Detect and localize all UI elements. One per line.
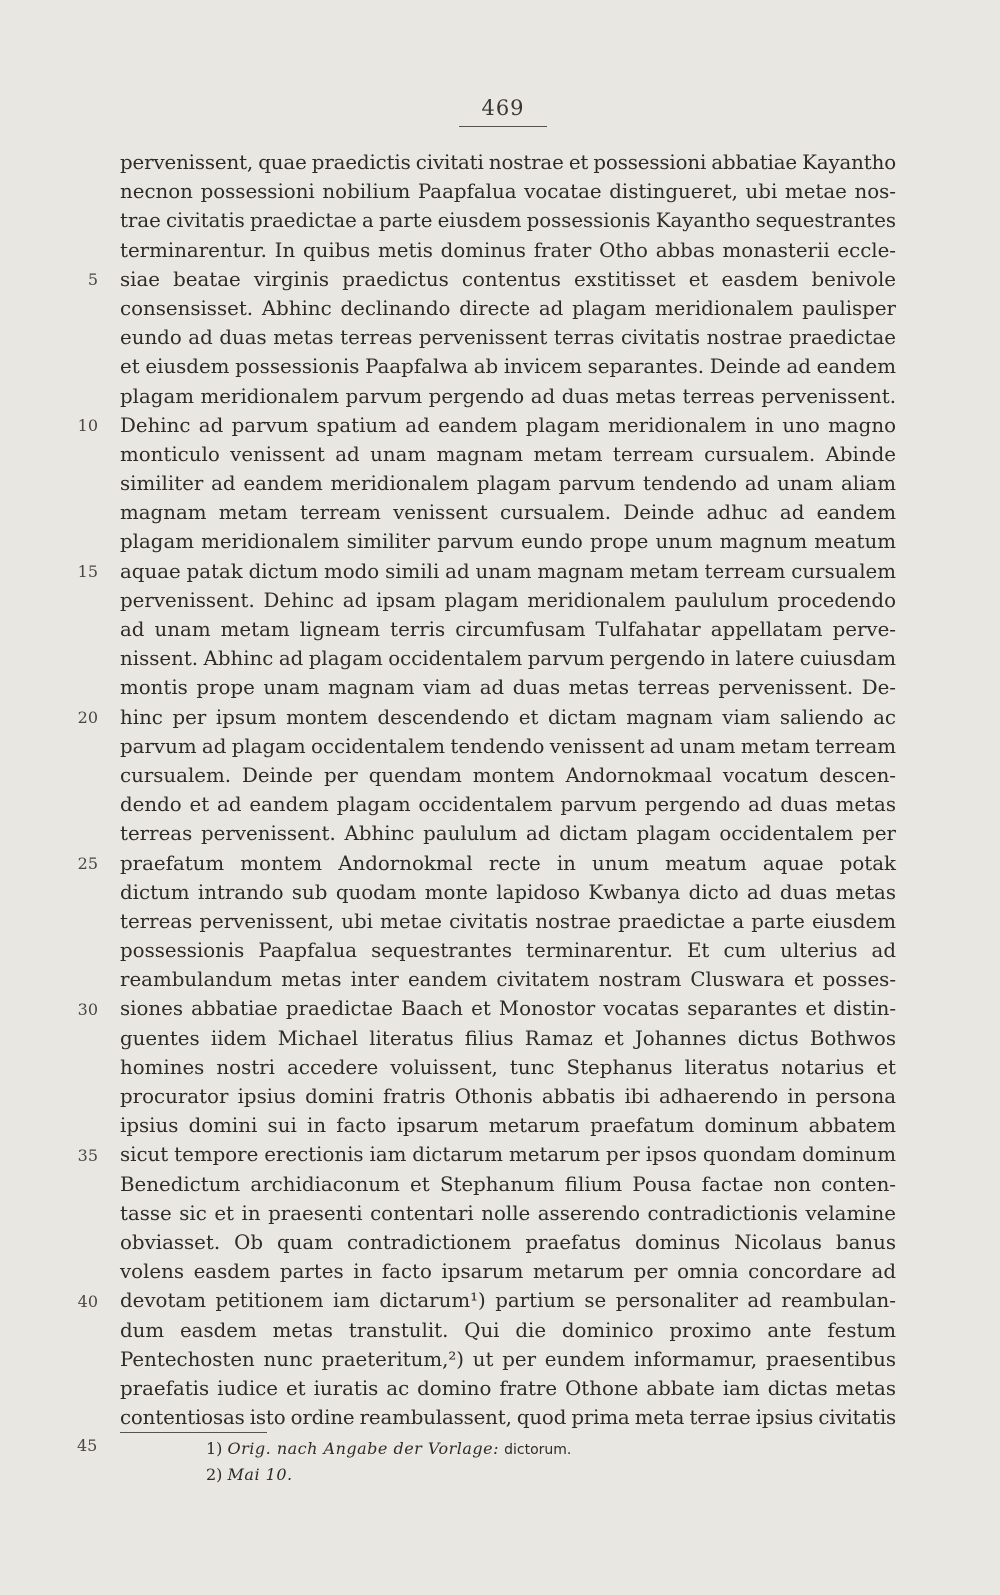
text-line: siae beatae virginis praedictus contentus exstitisset et easdem benivole bbox=[120, 267, 896, 291]
text-line: obviasset. Ob quam contradictionem praefatus dominus Nicolaus banus bbox=[120, 1230, 896, 1254]
text-line: Pentechosten nunc praeteritum,²) ut per eundem informamur, praesentibus bbox=[120, 1347, 896, 1371]
text-line: homines nostri accedere voluissent, tunc Stephanus literatus notarius et bbox=[120, 1055, 896, 1079]
text-line: ad unam metam ligneam terris circumfusam Tulfahatar appellatam perve- bbox=[120, 618, 896, 641]
text-line: consensisset. Abhinc declinando directe ad plagam meridionalem paulisper bbox=[120, 296, 896, 320]
body-text bbox=[120, 148, 896, 1432]
text-line: magnam metam terream venissent cursualem. Deinde adhuc ad eandem bbox=[120, 501, 896, 525]
text-line: praefatum montem Andornokmal recte in unum meatum aquae potak bbox=[120, 851, 896, 875]
text-line: cursualem. Deinde per quendam montem Andornokmaal vocatum descen- bbox=[120, 763, 896, 787]
footnote-marker: 2) bbox=[206, 1465, 223, 1484]
text-line: possessionis Paapfalua sequestrantes terminarentur. Et cum ulterius ad bbox=[120, 939, 896, 963]
text-line: tasse sic et in praesenti contentari nolle asserendo contradictionis velamine bbox=[120, 1201, 896, 1225]
text-line: devotam petitionem iam dictarum¹) partium se personaliter ad reambulan- bbox=[120, 1289, 896, 1313]
text-line: volens easdem partes in facto ipsarum metarum per omnia concordare ad bbox=[120, 1260, 896, 1284]
text-line: trae civitatis praedictae a parte eiusdem possessionis Kayantho sequestrantes bbox=[120, 209, 896, 233]
text-line: parvum ad plagam occidentalem tendendo venissent ad unam metam terream bbox=[120, 734, 896, 758]
text-line: pervenissent. Dehinc ad ipsam plagam meridionalem paululum procedendo bbox=[120, 588, 896, 612]
text-line: necnon possessioni nobilium Paapfalua vocatae distingueret, ubi metae nos- bbox=[120, 180, 896, 204]
margin-line-number: 10 bbox=[77, 415, 98, 435]
text-line: plagam meridionalem parvum pergendo ad duas metas terreas pervenissent. bbox=[120, 384, 896, 408]
margin-line-number: 35 bbox=[77, 1145, 98, 1165]
text-line: nissent. Abhinc ad plagam occidentalem parvum pergendo in latere cuiusdam bbox=[120, 647, 896, 671]
margin-line-number: 25 bbox=[77, 853, 98, 873]
footnotes bbox=[206, 1436, 856, 1488]
text-line: procurator ipsius domini fratris Othonis abbatis ibi adhaerendo in persona bbox=[120, 1085, 896, 1108]
footnote-text: dictorum. bbox=[504, 1442, 572, 1458]
text-line: sicut tempore erectionis iam dictarum metarum per ipsos quondam dominum bbox=[120, 1143, 896, 1167]
margin-line-number: 20 bbox=[77, 707, 98, 727]
margin-line-number: 30 bbox=[77, 999, 98, 1019]
text-line: ipsius domini sui in facto ipsarum metarum praefatum dominum abbatem bbox=[120, 1114, 896, 1138]
text-line: monticulo venissent ad unam magnam metam terream cursualem. Abinde bbox=[120, 442, 896, 466]
text-line: guentes iidem Michael literatus filius Ramaz et Johannes dictus Bothwos bbox=[120, 1026, 896, 1050]
text-line: dum easdem metas transtulit. Qui die dominico proximo ante festum bbox=[120, 1318, 896, 1342]
text-line: reambulandum metas inter eandem civitatem nostram Cluswara et posses- bbox=[120, 968, 896, 992]
page-number-rule bbox=[459, 126, 547, 127]
text-line: dendo et ad eandem plagam occidentalem parvum pergendo ad duas metas bbox=[120, 793, 896, 817]
text-line: aquae patak dictum modo simili ad unam magnam metam terream cursualem bbox=[120, 559, 896, 583]
text-line: eundo ad duas metas terreas pervenissent terras civitatis nostrae praedictae bbox=[120, 326, 896, 350]
text-line: dictum intrando sub quodam monte lapidoso Kwbanya dicto ad duas metas bbox=[120, 880, 896, 904]
page-number: 469 bbox=[481, 96, 525, 120]
margin-line-number: 45 bbox=[77, 1436, 98, 1455]
footnote bbox=[206, 1462, 856, 1488]
text-line: hinc per ipsum montem descendendo et dictam magnam viam saliendo ac bbox=[120, 705, 896, 729]
text-line: et eiusdem possessionis Paapfalwa ab invicem separantes. Deinde ad eandem bbox=[120, 355, 896, 379]
margin-line-number: 15 bbox=[77, 561, 98, 581]
margin-line-number: 40 bbox=[77, 1291, 98, 1311]
margin-line-number: 5 bbox=[87, 269, 98, 289]
text-line: terreas pervenissent, ubi metae civitatis nostrae praedictae a parte eiusdem bbox=[120, 909, 896, 933]
text-line: terreas pervenissent. Abhinc paululum ad dictam plagam occidentalem per bbox=[120, 822, 896, 846]
text-line: similiter ad eandem meridionalem plagam parvum tendendo ad unam aliam bbox=[120, 472, 896, 496]
text-line: terminarentur. In quibus metis dominus frater Otho abbas monasterii eccle- bbox=[120, 238, 896, 262]
footnote bbox=[206, 1436, 856, 1462]
text-line: plagam meridionalem similiter parvum eundo prope unum magnum meatum bbox=[120, 530, 896, 554]
text-line: Dehinc ad parvum spatium ad eandem plagam meridionalem in uno magno bbox=[120, 413, 896, 437]
text-line: praefatis iudice et iuratis ac domino fratre Othone abbate iam dictas metas bbox=[120, 1376, 896, 1400]
text-line: siones abbatiae praedictae Baach et Monostor vocatas separantes et distin- bbox=[120, 997, 896, 1021]
footnote-italic-text: Mai 10. bbox=[227, 1465, 293, 1484]
text-line: pervenissent, quae praedictis civitati nostrae et possessioni abbatiae Kayantho bbox=[120, 151, 897, 174]
text-line: Benedictum archidiaconum et Stephanum filium Pousa factae non conten- bbox=[120, 1172, 896, 1196]
text-line: contentiosas isto ordine reambulassent, quod prima meta terrae ipsius civitatis bbox=[120, 1406, 897, 1430]
footnote-italic-text: Orig. nach Angabe der Vorlage: bbox=[227, 1439, 500, 1458]
text-line: montis prope unam magnam viam ad duas metas terreas pervenissent. De- bbox=[120, 676, 896, 700]
footnote-rule bbox=[120, 1432, 267, 1433]
footnote-marker: 1) bbox=[206, 1439, 223, 1458]
